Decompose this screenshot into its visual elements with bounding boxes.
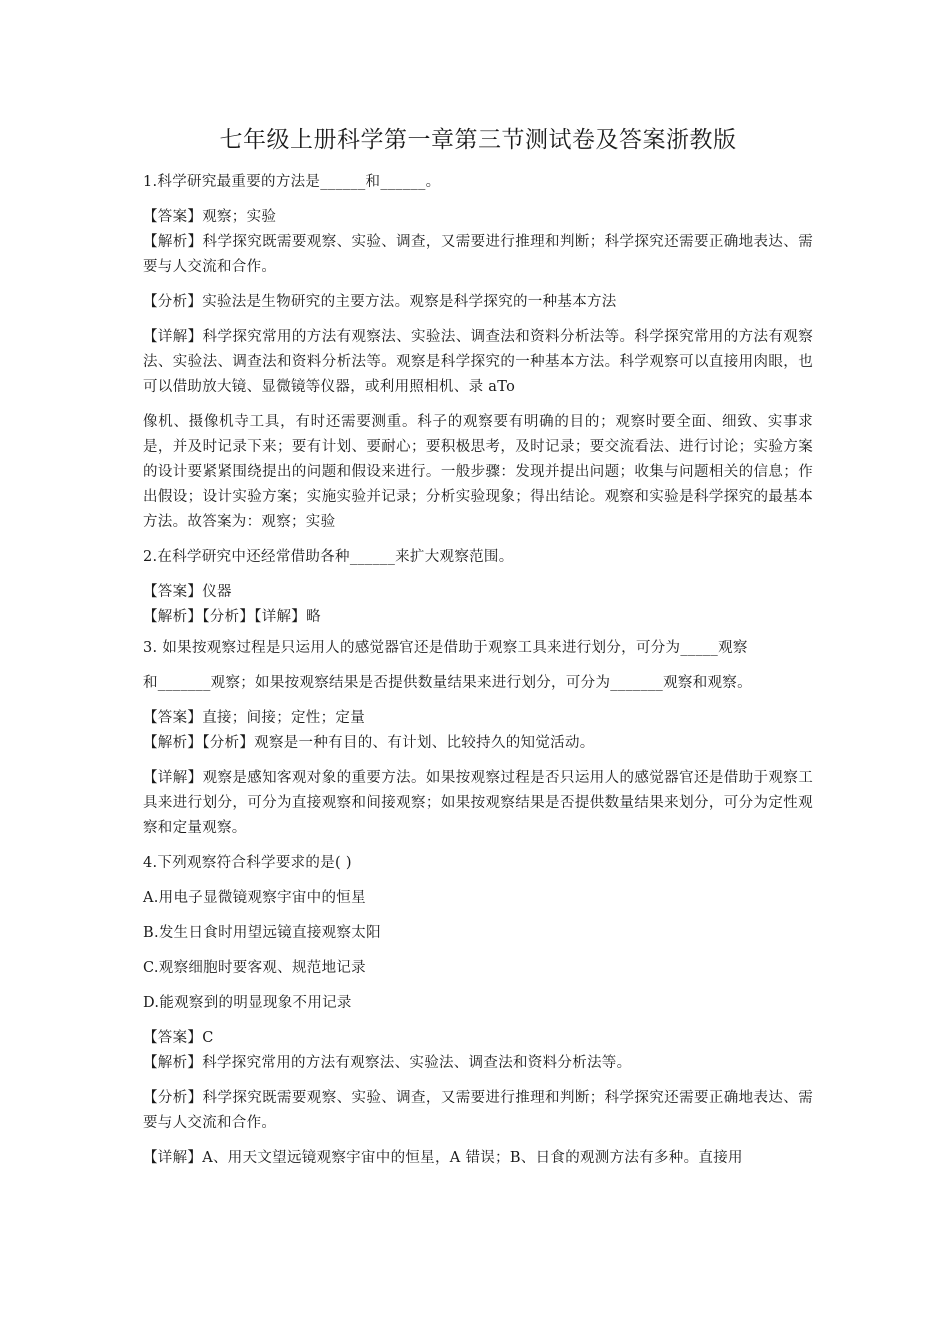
question-4-answer: 【答案】C (143, 1030, 214, 1046)
question-3-text: 3. 如果按观察过程是只运用人的感觉器官还是借助于观察工具来进行划分，可分为_____观察 (143, 640, 748, 656)
question-2-jiexi: 【解析】【分析】【详解】略 (143, 609, 321, 625)
question-3-answer: 【答案】直接；间接；定性；定量 (143, 710, 365, 726)
question-4-option-b: B.发生日食时用望远镜直接观察太阳 (143, 925, 381, 941)
question-2 (143, 545, 813, 630)
question-2-text: 2.在科学研究中还经常借助各种______来扩大观察范围。 (143, 549, 514, 565)
question-4-jiexi: 【解析】科学探究常用的方法有观察法、实验法、调查法和资料分析法等。 (143, 1055, 632, 1071)
question-4-option-a: A.用电子显微镜观察宇宙中的恒星 (143, 890, 366, 906)
question-1-fenxi: 【分析】实验法是生物研究的主要方法。观察是科学探究的一种基本方法 (143, 294, 617, 310)
question-3-xiangjie: 【详解】观察是感知客观对象的重要方法。如果按观察过程是否只运用人的感觉器官还是借助于观察工具来进行划分，可分为直接观察和间接观察；如果按观察结果是否提供数量结果来划分，可分为定性观察和定量观察。 (143, 770, 813, 836)
question-1-jiexi: 【解析】科学探究既需要观察、实验、调查，又需要进行推理和判断；科学探究还需要正确地表达、需要与人交流和合作。 (143, 234, 813, 275)
question-1 (143, 170, 813, 535)
question-4-text: 4.下列观察符合科学要求的是( ) (143, 855, 352, 871)
question-3 (143, 636, 813, 841)
question-1-xiangjie-continued: 像机、摄像机寺工具，有时还需要测重。科子的观察要有明确的目的；观察时要全面、细致、实事求是，并及时记录下来；要有计划、要耐心；要积极思考，及时记录；要交流看法、进行讨论；实验方案的设计要紧紧围绕提出的问题和假设来进行。一般步骤：发现并提出问题；收集与问题相关的信息；作出假设；设计实验方案；实施实验并记录；分析实验现象；得出结论。观察和实验是科学探究的最基本方法。故答案为：观察；实验 (143, 414, 813, 530)
question-4-option-d: D.能观察到的明显现象不用记录 (143, 995, 352, 1011)
question-2-answer: 【答案】仪器 (143, 584, 232, 600)
question-1-answer: 【答案】观察；实验 (143, 209, 277, 225)
question-4-fenxi: 【分析】科学探究既需要观察、实验、调查，又需要进行推理和判断；科学探究还需要正确地表达、需要与人交流和合作。 (143, 1090, 813, 1131)
page-title: 七年级上册科学第一章第三节测试卷及答案浙教版 (219, 127, 737, 153)
question-4-xiangjie: 【详解】A、用天文望远镜观察宇宙中的恒星，A 错误；B、日食的观测方法有多种。直接用 (143, 1150, 743, 1166)
question-1-text: 1.科学研究最重要的方法是______和______。 (143, 174, 441, 190)
document-page (143, 124, 813, 1171)
question-4 (143, 851, 813, 1171)
question-4-option-c: C.观察细胞时要客观、规范地记录 (143, 960, 366, 976)
question-3-jiexi: 【解析】【分析】观察是一种有目的、有计划、比较持久的知觉活动。 (143, 735, 595, 751)
question-1-xiangjie: 【详解】科学探究常用的方法有观察法、实验法、调查法和资料分析法等。科学探究常用的方法有观察法、实验法、调查法和资料分析法等。观察是科学探究的一种基本方法。科学观察可以直接用肉眼，也可以借助放大镜、显微镜等仪器，或利用照相机、录 aTo (143, 329, 813, 395)
question-3-text-continued: 和_______观察；如果按观察结果是否提供数量结果来进行划分，可分为_______观察和观察。 (143, 675, 752, 691)
